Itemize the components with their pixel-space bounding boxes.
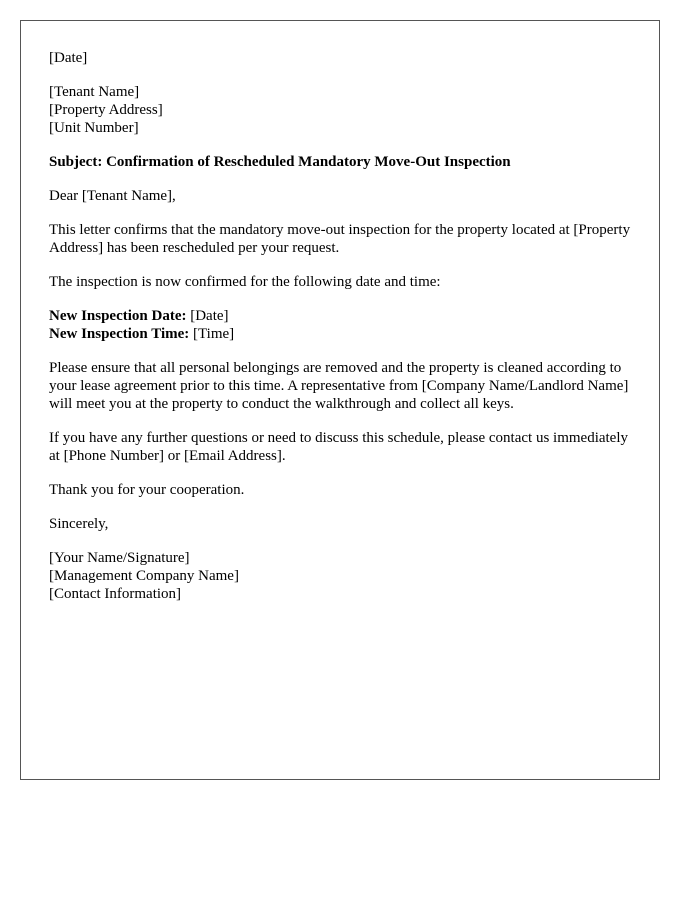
letter-paragraph-3: Please ensure that all personal belongings are removed and the property is cleaned according to your lease agreement prior to this time. A representative from [Company Name/Landlord Name] will meet you at the property to conduct the walkthrough and collect all keys. (49, 360, 629, 412)
letter-subject: Subject: Confirmation of Rescheduled Mandatory Move-Out Inspection (49, 154, 511, 170)
inspection-date-label: New Inspection Date: (49, 308, 187, 324)
recipient-name: [Tenant Name] (49, 84, 140, 100)
letter-closing: Sincerely, (49, 516, 109, 532)
letter-paragraph-1: This letter confirms that the mandatory move-out inspection for the property located at [Property Address] has been rescheduled per your request. (49, 222, 631, 256)
sender-contact: [Contact Information] (49, 586, 182, 602)
letter-page (20, 20, 660, 780)
inspection-time-label: New Inspection Time: (49, 326, 190, 342)
letter-salutation: Dear [Tenant Name], (49, 188, 176, 204)
letter-paragraph-2: The inspection is now confirmed for the following date and time: (49, 274, 441, 290)
inspection-date-value: [Date] (186, 308, 229, 324)
recipient-block (49, 83, 631, 137)
letter-paragraph-4: If you have any further questions or need to discuss this schedule, please contact us immediately at [Phone Number] or [Email Address]. (49, 430, 629, 464)
sender-name: [Your Name/Signature] (49, 550, 190, 566)
sender-block (49, 549, 631, 603)
inspection-date-line (49, 307, 631, 325)
letter-date-block (49, 49, 631, 67)
letter-date: [Date] (49, 50, 88, 66)
letter-paragraph-5: Thank you for your cooperation. (49, 482, 245, 498)
recipient-address: [Property Address] (49, 102, 163, 118)
sender-company: [Management Company Name] (49, 568, 239, 584)
inspection-details (49, 307, 631, 343)
recipient-unit: [Unit Number] (49, 120, 139, 136)
inspection-time-line (49, 325, 631, 343)
inspection-time-value: [Time] (189, 326, 235, 342)
